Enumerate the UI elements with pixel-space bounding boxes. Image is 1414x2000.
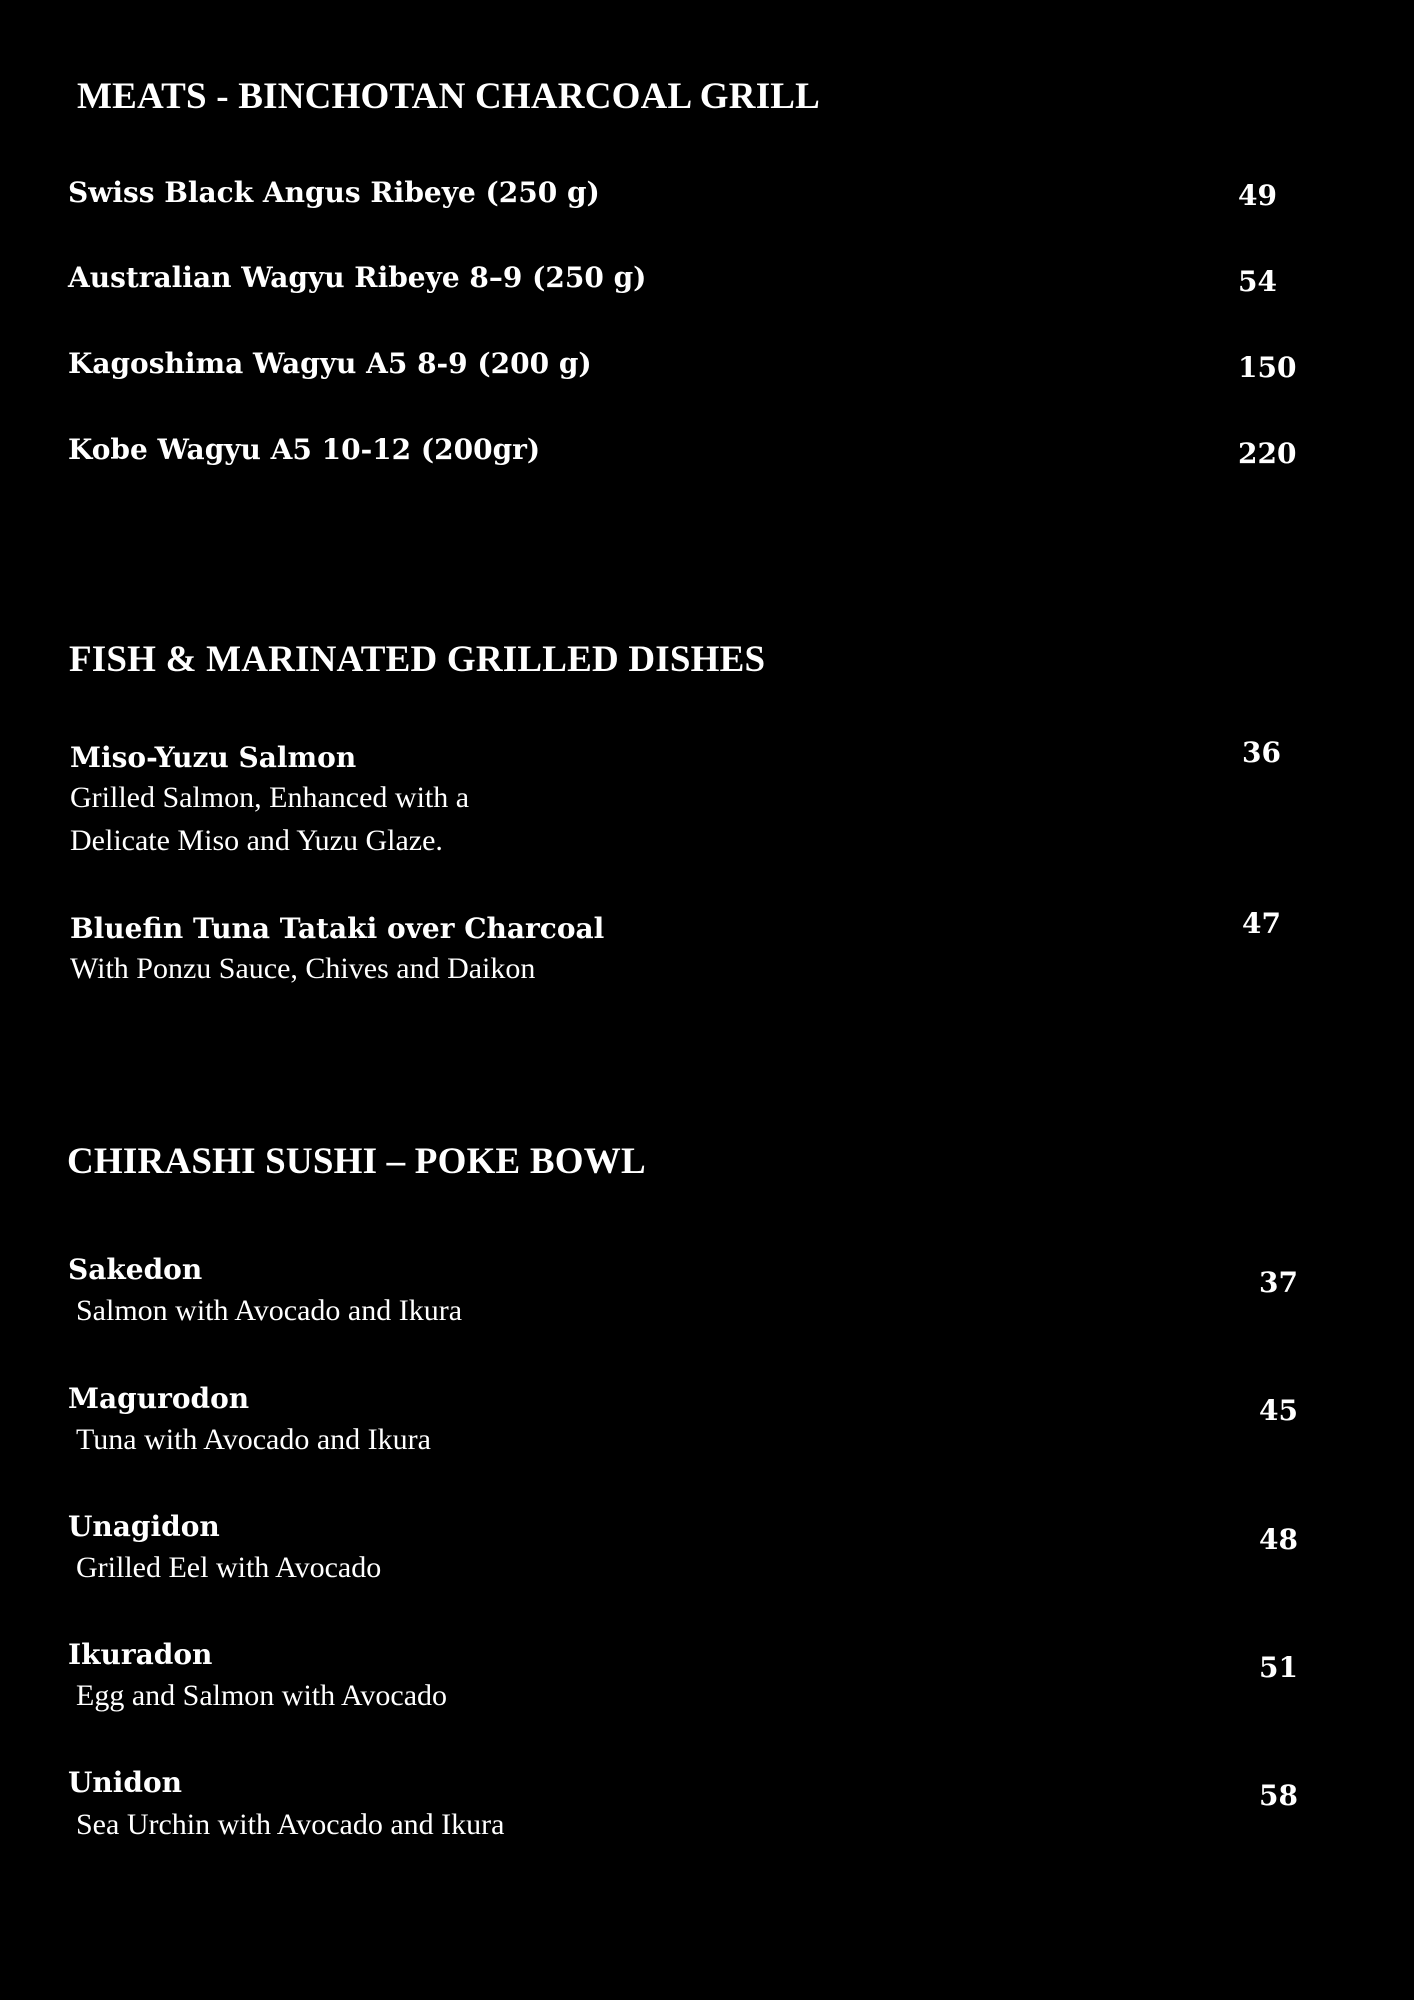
menu-item-description: Grilled Eel with Avocado [76,1551,382,1584]
menu-item-description: Sea Urchin with Avocado and Ikura [76,1808,505,1841]
menu-item-name: Unagidon [68,1510,220,1543]
menu-item-name: Australian Wagyu Ribeye 8–9 (250 g) [68,261,647,294]
menu-item-price: 220 [1238,437,1297,470]
menu-item-price: 150 [1238,351,1297,384]
menu-item-name: Bluefin Tuna Tataki over Charcoal [70,912,605,945]
section-title-chirashi: CHIRASHI SUSHI – POKE BOWL [67,1141,646,1182]
menu-item-name: Magurodon [68,1382,250,1415]
menu-item-name: Sakedon [68,1253,203,1286]
menu-item-description: Egg and Salmon with Avocado [76,1679,448,1712]
section-title-meats: MEATS - BINCHOTAN CHARCOAL GRILL [77,76,821,117]
menu-item-name: Miso-Yuzu Salmon [70,741,357,774]
menu-item-price: 58 [1259,1779,1298,1812]
menu-item-name: Swiss Black Angus Ribeye (250 g) [68,176,600,209]
menu-item-price: 37 [1259,1266,1298,1299]
menu-item-description: Salmon with Avocado and Ikura [76,1294,463,1327]
menu-item-name: Unidon [68,1766,183,1799]
menu-item-description: With Ponzu Sauce, Chives and Daikon [70,952,536,985]
menu-item-name: Kobe Wagyu A5 10-12 (200gr) [68,433,541,466]
menu-item-price: 47 [1242,907,1281,940]
menu-item-price: 36 [1242,736,1281,769]
menu-item-description: Grilled Salmon, Enhanced with a [70,781,470,814]
menu-item-price: 54 [1238,265,1277,298]
menu-item-name: Ikuradon [68,1638,213,1671]
menu-item-price: 45 [1259,1394,1298,1427]
menu-item-price: 51 [1259,1651,1298,1684]
menu-item-description: Delicate Miso and Yuzu Glaze. [70,824,443,857]
menu-item-description: Tuna with Avocado and Ikura [76,1423,431,1456]
menu-item-price: 48 [1259,1523,1298,1556]
section-title-fish: FISH & MARINATED GRILLED DISHES [69,639,766,680]
menu-item-price: 49 [1238,179,1277,212]
menu-item-name: Kagoshima Wagyu A5 8-9 (200 g) [68,347,592,380]
